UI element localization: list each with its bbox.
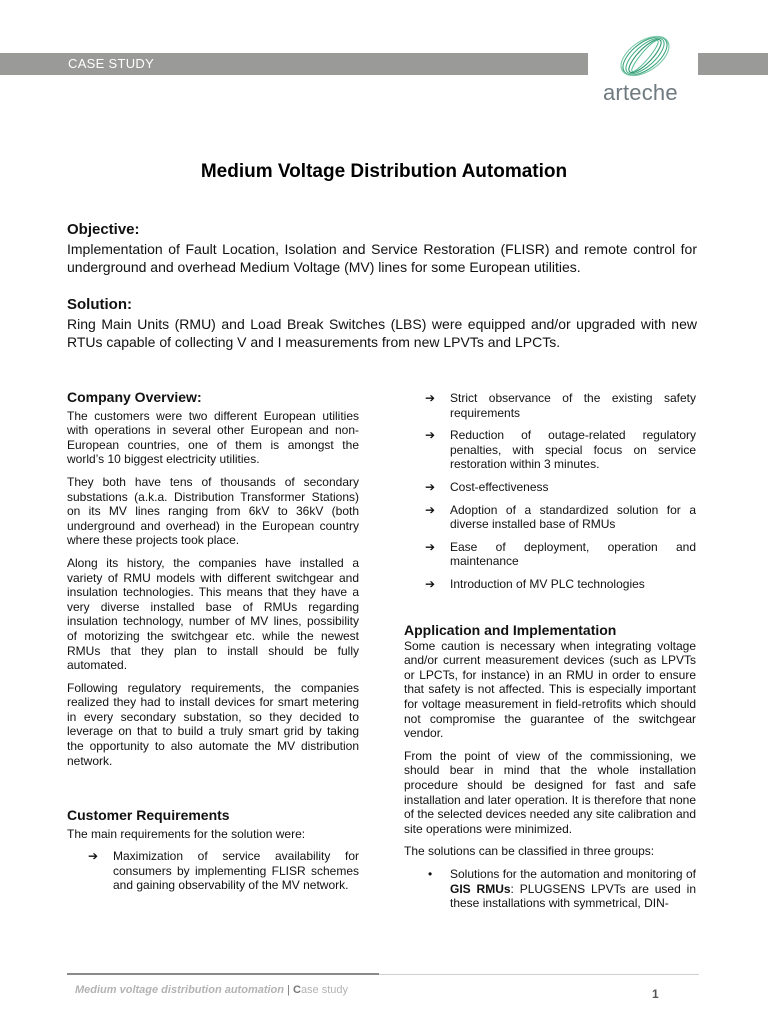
application-section xyxy=(404,623,696,911)
company-overview-paragraph: The customers were two different European utilities with operations in several other European and non-European countries, one of them is amongst the world’s 10 biggest electricity utilities. xyxy=(67,408,359,467)
arrow-icon: ➔ xyxy=(425,391,436,405)
solutions-list xyxy=(428,867,696,911)
arrow-icon: ➔ xyxy=(88,849,99,864)
list-item xyxy=(428,867,696,911)
list-item xyxy=(425,480,696,495)
requirement-text: Cost-effectiveness xyxy=(450,479,549,494)
bullet-icon: • xyxy=(428,866,433,881)
page-title: Medium Voltage Distribution Automation xyxy=(200,161,568,182)
company-overview-heading: Company Overview: xyxy=(67,389,202,405)
customer-requirements-intro: The main requirements for the solution were: xyxy=(67,826,306,841)
solution-suffix: : PLUGSENS LPVTs are used in these installations with symmetrical, DIN- xyxy=(450,881,696,911)
arrow-icon: ➔ xyxy=(425,428,436,443)
arrow-icon: ➔ xyxy=(425,576,436,591)
list-item xyxy=(425,428,696,472)
arteche-logo-mark-icon xyxy=(614,30,676,82)
application-paragraph: From the point of view of the commissioning, we should bear in mind that the whole installation procedure should be designed for fast and safe installation and later operation. It is therefore that none of the selected devices needed any site calibration and site operations were minimized. xyxy=(404,748,696,836)
objective-section xyxy=(67,221,697,276)
header-band-right xyxy=(698,53,768,75)
objective-text: Implementation of Fault Location, Isolation and Service Restoration (FLISR) and remote control for underground and overhead Medium Voltage (MV) lines for some European utilities. xyxy=(67,241,697,275)
company-overview-section xyxy=(67,390,359,776)
application-paragraph: The solutions can be classified in three groups: xyxy=(404,844,655,859)
solution-bold: GIS RMUs xyxy=(450,881,511,896)
list-item xyxy=(88,849,359,893)
customer-requirements-section xyxy=(67,808,359,901)
arrow-icon: ➔ xyxy=(425,502,436,517)
requirement-text: Adoption of a standardized solution for a diverse installed base of RMUs xyxy=(450,502,696,532)
company-overview-paragraph: Following regulatory requirements, the companies realized they had to install devices for smart metering in every secondary substation, so they decided to leverage on that to build a truly smart grid by taking the opportunity to also automate the MV distribution network. xyxy=(67,680,359,768)
company-overview-paragraph: They both have tens of thousands of secondary substations (a.k.a. Distribution Transformer Stations) on its MV lines ranging from 6kV to 36kV (both underground and overhead) in the European country where these projects took place. xyxy=(67,474,359,548)
list-item xyxy=(425,540,696,569)
footer-rule xyxy=(67,973,379,975)
solution-prefix: Solutions for the automation and monitoring of xyxy=(450,866,696,881)
requirements-continued xyxy=(404,391,696,600)
arteche-logo-text: arteche xyxy=(603,80,678,105)
requirement-text: Introduction of MV PLC technologies xyxy=(450,576,645,591)
application-heading: Application and Implementation xyxy=(404,622,617,638)
customer-requirements-heading: Customer Requirements xyxy=(67,807,230,823)
arrow-icon: ➔ xyxy=(425,479,436,494)
footer xyxy=(75,984,348,996)
list-item xyxy=(425,391,696,420)
requirements-list xyxy=(88,849,359,893)
requirement-text: Maximization of service availability for consumers by implementing FLISR schemes and gaining observability of the MV network. xyxy=(113,849,359,893)
requirement-text: Strict observance of the existing safety requirements xyxy=(450,391,696,420)
requirements-list xyxy=(425,391,696,592)
list-item xyxy=(425,577,696,592)
requirement-text: Ease of deployment, operation and maintenance xyxy=(450,539,696,569)
arrow-icon: ➔ xyxy=(425,539,436,554)
page-number: 1 xyxy=(652,987,659,1001)
solution-heading: Solution: xyxy=(67,296,132,313)
footer-case-study: ase study xyxy=(300,984,349,996)
application-paragraph: Some caution is necessary when integrating voltage and/or current measurement devices (such as LPVTs or LPCTs, for instance) in an RMU in order to ensure that safety is not affected. This is especially important for voltage measurement in field-retrofits which should not compromise the guarantee of the switchgear vendor. xyxy=(404,638,696,741)
requirement-text: Reduction of outage-related regulatory penalties, with special focus on service restoration within 3 minutes. xyxy=(450,428,696,472)
solution-section xyxy=(67,296,697,351)
solution-text: Ring Main Units (RMU) and Load Break Switches (LBS) were equipped and/or upgraded with new RTUs capable of collecting V and I measurements from new LPVTs and LPCTs. xyxy=(67,316,697,350)
footer-case-initial: C xyxy=(292,984,301,996)
objective-heading: Objective: xyxy=(67,221,140,238)
list-item xyxy=(425,503,696,532)
arteche-logo xyxy=(598,30,690,106)
footer-rule-light xyxy=(379,974,699,975)
company-overview-paragraph: Along its history, the companies have installed a variety of RMU models with different switchgear and insulation technologies. This means that they have a very diverse installed base of RMUs regarding insulation technology, number of MV lines, possibility of motorizing the switchgear etc. while the newest RMUs that they plan to install should be fully automated. xyxy=(67,555,359,673)
case-study-label: CASE STUDY xyxy=(68,56,155,71)
footer-doc-title: Medium voltage distribution automation xyxy=(75,984,284,996)
footer-separator: | xyxy=(284,984,293,996)
